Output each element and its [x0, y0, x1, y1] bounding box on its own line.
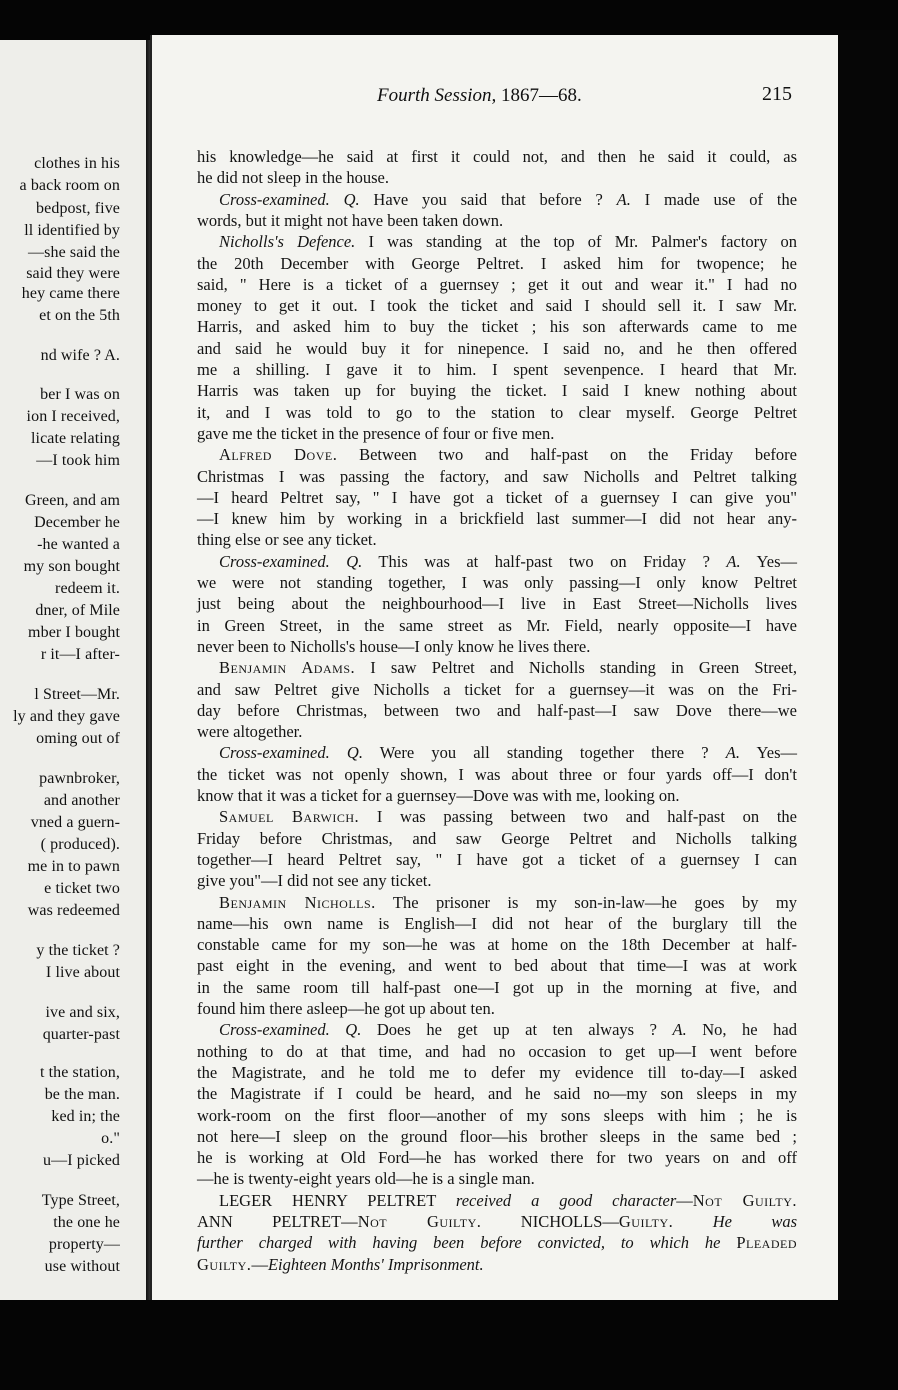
text-segment: —: [676, 1190, 693, 1210]
left-page-line: a back room on: [19, 177, 120, 194]
text-line: [197, 530, 797, 550]
text-segment: received a good character: [455, 1190, 677, 1210]
text-segment: day before Christmas, between two and half-past—I saw Dove there—we: [197, 700, 797, 720]
left-page-line: redeem it.: [55, 580, 120, 597]
text-line: [197, 445, 797, 465]
text-line: [197, 403, 797, 423]
text-segment: Guilty.: [197, 1254, 252, 1274]
left-page-line: be the man.: [44, 1086, 120, 1103]
left-page-line: quarter-past: [42, 1026, 120, 1043]
text-line: [197, 147, 797, 167]
text-line: [197, 871, 797, 891]
text-segment: me a shilling. I gave it to him. I spent sevenpence. I heard that Mr.: [197, 360, 797, 379]
text-segment: LEGER HENRY PELTRET: [219, 1190, 456, 1210]
text-segment: work-room on the first floor—another of my sons sleeps with him ; he is: [197, 1105, 797, 1125]
text-line: [197, 1042, 797, 1062]
text-line: [197, 296, 797, 316]
text-segment: just being about the neighbourhood—I live in East Street—Nicholls lives: [197, 594, 797, 614]
text-segment: gave me the ticket in the presence of four or five men.: [197, 423, 555, 443]
scan-border: [838, 30, 898, 1330]
text-line: [197, 360, 797, 380]
text-segment: Harris was taken up for buying the ticket. I said I knew nothing about: [197, 381, 797, 401]
text-line: [197, 786, 797, 806]
text-segment: The prisoner is my son-in-law—he goes by my: [375, 892, 797, 912]
left-page-line: clothes in his: [34, 155, 120, 172]
text-segment: A.: [725, 743, 740, 763]
text-segment: Have you said that before ?: [359, 189, 617, 209]
text-segment: the 20th December with George Peltret. I asked him for twopence; he: [197, 253, 797, 273]
text-line: [197, 637, 797, 657]
left-page-line: t the station,: [39, 1064, 120, 1081]
text-line: [197, 914, 797, 934]
left-page-line: u—I picked: [43, 1152, 120, 1169]
left-page-line: my son bought: [23, 558, 120, 575]
text-segment: A.: [726, 551, 741, 571]
text-line: [197, 211, 797, 231]
text-line: [197, 1233, 797, 1253]
text-line: [197, 232, 797, 252]
text-segment: nothing to do at that time, and had no occasion to get up—I went before: [197, 1041, 797, 1061]
left-page-line: I live about: [45, 964, 120, 981]
left-page-line: Green, and am: [24, 492, 120, 509]
text-line: [197, 254, 797, 274]
left-page-line: December he: [34, 514, 120, 531]
text-line: [197, 1255, 797, 1275]
text-line: [197, 807, 797, 827]
text-segment: A.: [616, 189, 631, 209]
text-segment: Not Guilty.: [357, 1212, 482, 1231]
text-line: [197, 509, 797, 529]
text-line: [197, 765, 797, 785]
text-line: [197, 829, 797, 849]
left-page-line: was redeemed: [27, 902, 120, 919]
text-segment: Pleaded: [736, 1233, 798, 1253]
left-page-line: ked in; the: [51, 1108, 120, 1125]
left-page-line: dner, of Mile: [35, 602, 120, 619]
left-page-line: use without: [44, 1258, 120, 1275]
left-page-line: property—: [48, 1236, 120, 1253]
text-segment: we were not standing together, I was only passing—I only know Peltret: [197, 573, 797, 592]
text-segment: name—his own name is English—I did not hear of the burglary till the: [197, 913, 797, 933]
text-line: [197, 743, 797, 763]
text-line: [197, 701, 797, 721]
running-header: [377, 85, 582, 107]
text-segment: A.: [672, 1020, 687, 1040]
text-segment: constable came for my son—he was at home on the 18th December at half-: [197, 935, 797, 955]
text-line: [197, 1127, 797, 1147]
text-segment: Were you all standing together there ?: [362, 743, 726, 763]
text-segment: Harris, and asked him to buy the ticket ; his son afterwards came to me: [197, 317, 797, 337]
left-page-line: ion I received,: [26, 408, 120, 425]
text-segment: Q.: [345, 1020, 362, 1040]
text-line: [197, 275, 797, 295]
text-segment: [330, 743, 347, 762]
text-segment: —I knew him by working in a brickfield last summer—I did not hear any-: [197, 509, 797, 529]
text-line: [197, 850, 797, 870]
text-segment: in Green Street, in the same street as Mr. Field, nearly opposite—I have: [197, 615, 797, 635]
text-line: [197, 935, 797, 955]
text-segment: found him there asleep—he got up about ten.: [197, 999, 495, 1018]
text-segment: Christmas I was passing the factory, and saw Nicholls and Peltret talking: [197, 466, 797, 486]
text-segment: [330, 1020, 346, 1039]
text-line: [197, 1106, 797, 1126]
text-segment: Benjamin Nicholls.: [219, 892, 376, 912]
text-segment: ANN PELTRET—: [197, 1212, 358, 1231]
left-page-line: et on the 5th: [39, 307, 120, 324]
text-segment: know that it was a ticket for a guernsey—Dove was with me, looking on.: [197, 786, 680, 805]
text-line: [197, 1063, 797, 1083]
left-page-line: ll identified by: [24, 222, 120, 239]
text-segment: I was standing at the top of Mr. Palmer's factory on: [355, 232, 797, 252]
text-segment: Q.: [346, 743, 363, 763]
left-page-line: o.": [101, 1130, 120, 1147]
text-segment: and said he would buy it for ninepence. I said no, and he then offered: [197, 338, 797, 358]
text-segment: Q.: [343, 189, 360, 209]
text-segment: [330, 552, 346, 571]
text-line: [197, 893, 797, 913]
text-segment: Cross-examined.: [219, 189, 330, 209]
text-segment: further charged with having been before convicted, to which he: [197, 1233, 721, 1253]
text-segment: the Magistrate if I could be heard, and he said no—my son sleeps in my: [197, 1084, 797, 1104]
text-segment: [720, 1233, 736, 1252]
left-page-line: —I took him: [36, 452, 120, 469]
text-segment: Guilty.: [618, 1212, 674, 1231]
text-segment: Cross-examined.: [219, 1020, 330, 1040]
text-line: [197, 317, 797, 337]
left-page-line: l Street—Mr.: [34, 686, 120, 703]
text-segment: said, " Here is a ticket of a guernsey ; get it out and wear it." I had no: [197, 274, 797, 294]
text-segment: Not Guilty.: [692, 1190, 797, 1210]
text-segment: [673, 1212, 712, 1231]
left-page-line: e ticket two: [44, 880, 120, 897]
left-page-line: —she said the: [28, 244, 120, 261]
text-segment: Q.: [346, 551, 363, 571]
left-page-line: vned a guern-: [30, 814, 120, 831]
text-line: [197, 1084, 797, 1104]
text-segment: Yes—: [740, 551, 798, 571]
left-page-line: oming out of: [36, 730, 120, 747]
text-segment: words, but it might not have been taken down.: [197, 210, 504, 230]
text-segment: he did not sleep in the house.: [197, 168, 390, 188]
text-line: [197, 1148, 797, 1168]
left-page-fragment: [0, 40, 152, 1310]
text-segment: I made use of the: [630, 189, 798, 209]
text-segment: —I heard Peltret say, " I have got a ticket of a guernsey I can give you": [197, 487, 797, 507]
text-line: [197, 467, 797, 487]
left-page-line: ber I was on: [40, 386, 120, 403]
left-page-line: r it—I after-: [40, 646, 120, 663]
left-page-line: mber I bought: [28, 624, 120, 641]
left-page-line: ( produced).: [40, 836, 120, 853]
left-page-line: bedpost, five: [36, 200, 120, 217]
text-line: [197, 339, 797, 359]
text-segment: his knowledge—he said at first it could not, and then he said it could, as: [197, 147, 797, 166]
text-segment: Cross-examined.: [219, 551, 330, 571]
scan-bottom-border: [0, 1300, 898, 1390]
text-line: [197, 190, 797, 210]
text-segment: thing else or see any ticket.: [197, 530, 377, 550]
text-segment: Benjamin Adams.: [219, 658, 356, 678]
text-segment: Cross-examined.: [219, 743, 330, 763]
text-line: [197, 978, 797, 998]
text-segment: —he is twenty-eight years old—he is a single man.: [197, 1169, 535, 1189]
left-page-line: hey came there: [21, 285, 120, 302]
text-segment: he is working at Old Ford—he has worked there for two years on and off: [197, 1148, 797, 1168]
page-number: 215: [762, 83, 792, 105]
text-segment: Alfred Dove.: [219, 445, 338, 465]
text-segment: were altogether.: [197, 722, 303, 742]
text-line: [197, 1020, 797, 1040]
text-segment: Friday before Christmas, and saw George Peltret and Nicholls talking: [197, 828, 797, 848]
text-line: [197, 680, 797, 700]
text-segment: No, he had: [686, 1020, 797, 1040]
text-segment: This was at half-past two on Friday ?: [362, 551, 727, 571]
text-line: [197, 424, 797, 444]
text-segment: I saw Peltret and Nicholls standing in Green Street,: [355, 658, 797, 678]
left-page-line: me in to pawn: [27, 858, 120, 875]
left-page-line: Type Street,: [41, 1192, 120, 1209]
text-segment: Between two and half-past on the Friday before: [337, 445, 797, 465]
text-line: [197, 488, 797, 508]
session-title: Fourth Session,: [377, 85, 497, 106]
text-segment: [330, 190, 344, 209]
text-segment: and saw Peltret give Nicholls a ticket for a guernsey—it was on the Fri-: [197, 679, 797, 699]
text-segment: together—I heard Peltret say, " I have got a ticket of a guernsey I can: [197, 849, 797, 869]
text-line: [197, 168, 797, 188]
left-page-line: the one he: [53, 1214, 120, 1231]
session-year: 1867—68.: [501, 85, 582, 106]
text-segment: give you"—I did not see any ticket.: [197, 871, 432, 891]
text-line: [197, 381, 797, 401]
text-line: [197, 1212, 797, 1232]
text-line: [197, 616, 797, 636]
text-segment: NICHOLLS—: [481, 1212, 619, 1231]
text-segment: I was passing between two and half-past on the: [359, 807, 797, 827]
text-line: [197, 956, 797, 976]
text-segment: Nicholls's Defence.: [219, 232, 356, 252]
text-line: [197, 722, 797, 742]
left-page-line: y the ticket ?: [36, 942, 120, 959]
left-page-line: said they were: [26, 265, 120, 282]
text-segment: Yes—: [739, 743, 797, 763]
text-line: [197, 594, 797, 614]
text-segment: it, and I was told to go to the station to clear myself. George Peltret: [197, 402, 797, 422]
text-segment: not here—I sleep on the ground floor—his brother sleeps in the same bed ;: [197, 1126, 797, 1146]
left-page-line: -he wanted a: [37, 536, 120, 553]
text-line: [197, 999, 797, 1019]
text-segment: —: [251, 1254, 268, 1274]
left-page-line: nd wife ? A.: [40, 347, 120, 364]
right-page: [150, 35, 840, 1300]
text-segment: the ticket was not openly shown, I was about three or four yards off—I don't: [197, 764, 797, 784]
text-segment: He was: [712, 1212, 797, 1231]
left-page-line: and another: [43, 792, 120, 809]
text-line: [197, 1191, 797, 1211]
text-segment: the Magistrate, and he told me to defer my evidence till to-day—I asked: [197, 1062, 797, 1082]
left-page-line: ly and they gave: [13, 708, 120, 725]
text-segment: never been to Nicholls's house—I only know he lives there.: [197, 636, 591, 656]
text-line: [197, 573, 797, 593]
text-line: [197, 658, 797, 678]
text-segment: money to get it out. I took the ticket and said I should sell it. I saw Mr.: [197, 296, 797, 316]
text-segment: Samuel Barwich.: [219, 807, 360, 827]
text-line: [197, 1169, 797, 1189]
text-segment: in the same room till half-past one—I got up in the morning at five, and: [197, 977, 797, 997]
left-page-line: licate relating: [30, 430, 120, 447]
text-segment: past eight in the evening, and went to bed about that time—I was at work: [197, 956, 797, 976]
text-segment: Does he get up at ten always ?: [361, 1020, 673, 1040]
left-page-line: pawnbroker,: [39, 770, 120, 787]
text-segment: Eighteen Months' Imprisonment.: [267, 1254, 484, 1274]
left-page-line: ive and six,: [45, 1004, 120, 1021]
text-line: [197, 552, 797, 572]
